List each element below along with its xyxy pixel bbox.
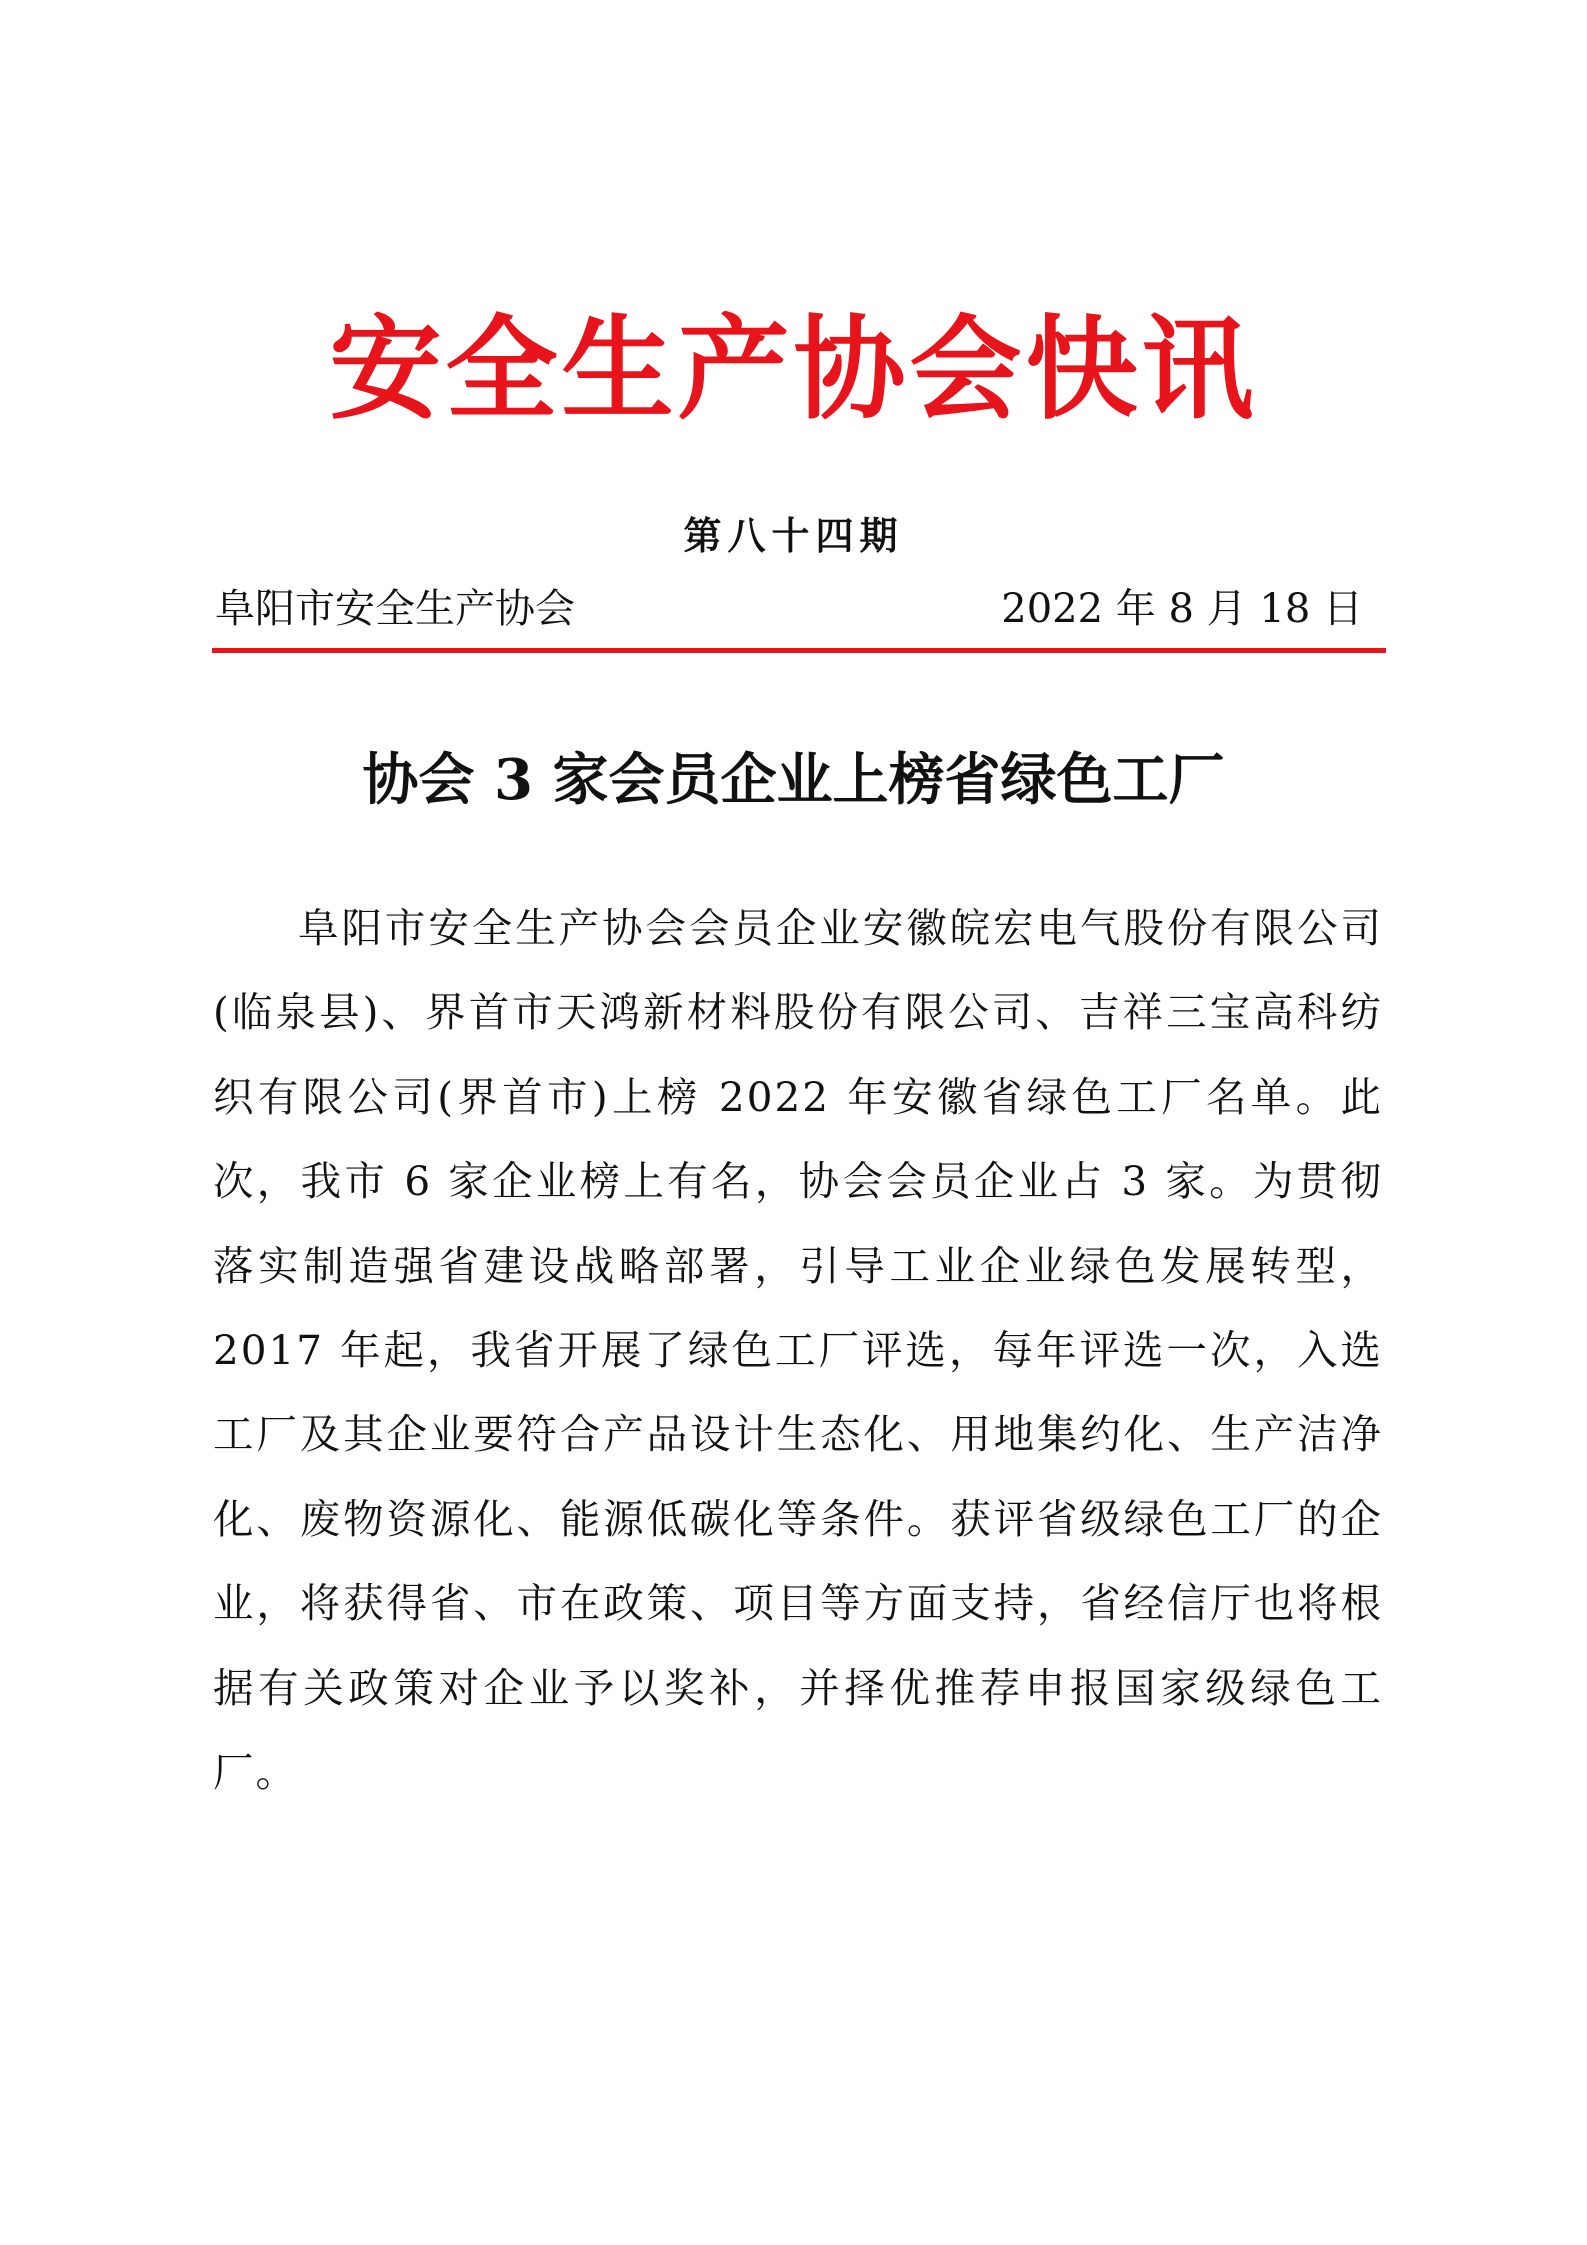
meta-row xyxy=(215,580,1363,638)
masthead-title: 安全生产协会快讯 xyxy=(329,305,1258,435)
red-divider xyxy=(212,648,1386,653)
article-body: 阜阳市安全生产协会会员企业安徽皖宏电气股份有限公司(临泉县)、界首市天鸿新材料股份有限公司、吉祥三宝高科纺织有限公司(界首市)上榜 2022 年安徽省绿色工厂名单。此次，我市 6 家企业榜上有名，协会会员企业占 3 家。为贯彻落实制造强省建设战略部署，引导工业企业绿色发展转型，2017 年起，我省开展了绿色工厂评选，每年评选一次，入选工厂及其企业要符合产品设计生态化、用地集约化、生产洁净化、废物资源化、能源低碳化等条件。获评省级绿色工厂的企业，将获得省、市在政策、项目等方面支持，省经信厅也将根据有关政策对企业予以奖补，并择优推荐申报国家级绿色工厂。 xyxy=(213,904,1383,1797)
publisher-name: 阜阳市安全生产协会 xyxy=(215,586,575,632)
issue-number: 第八十四期 xyxy=(683,513,904,558)
publish-date: 2022 年 8 月 18 日 xyxy=(1001,586,1363,632)
article-headline: 协会 3 家会员企业上榜省绿色工厂 xyxy=(362,747,1225,813)
